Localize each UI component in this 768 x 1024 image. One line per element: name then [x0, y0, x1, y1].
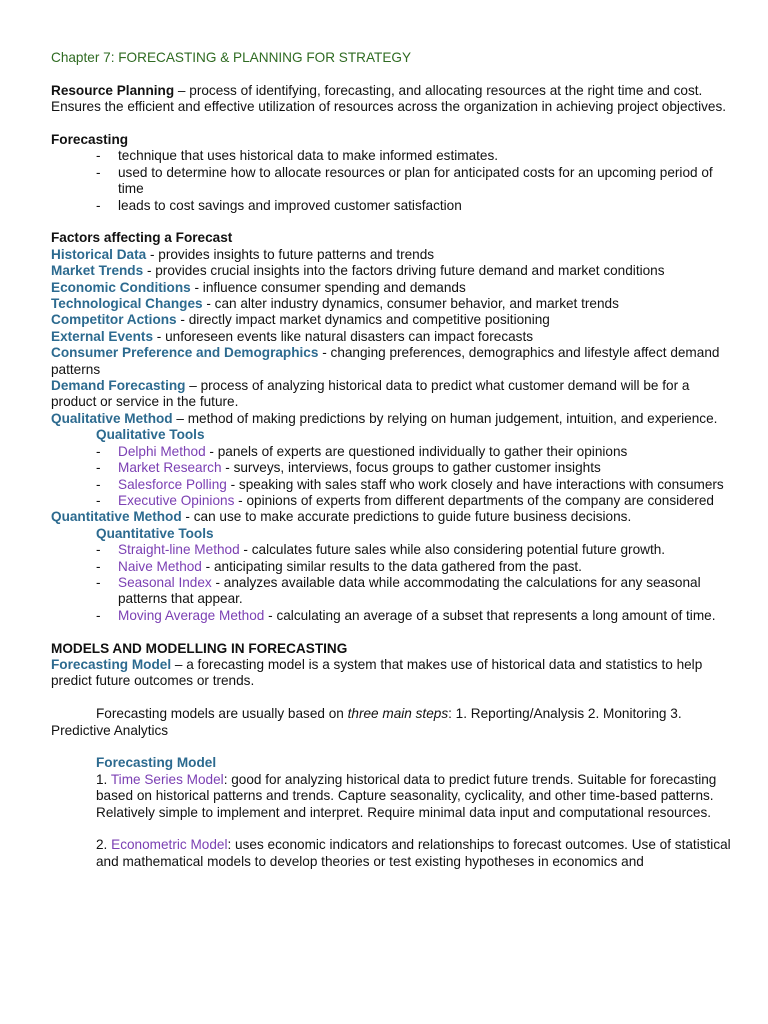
- qualitative-tools-list: [51, 444, 731, 510]
- models-heading: MODELS AND MODELLING IN FORECASTING: [51, 640, 348, 656]
- tool-text: - analyzes available data while accommodating the calculations for any seasonal patterns that appear.: [118, 574, 701, 607]
- model-term: Econometric Model: [111, 837, 228, 853]
- forecasting-list: [51, 148, 731, 214]
- factors-heading: Factors affecting a Forecast: [51, 230, 233, 246]
- factor-term: Technological Changes: [51, 296, 203, 312]
- model-1-paragraph: [51, 772, 731, 821]
- forecasting-model-subheading: Forecasting Model: [96, 755, 217, 771]
- model-2-paragraph: [51, 837, 731, 870]
- forecasting-model-text: – a forecasting model is a system that makes use of historical data and statistics to help predict future outcomes or trends.: [51, 656, 703, 689]
- resource-planning-term: Resource Planning: [51, 82, 175, 98]
- quantitative-method-term: Quantitative Method: [51, 509, 182, 525]
- forecasting-model-term: Forecasting Model: [51, 656, 172, 672]
- steps-text: Forecasting models are usually based on: [96, 706, 348, 722]
- tool-text: - speaking with sales staff who work closely and have interactions with consumers: [226, 476, 724, 492]
- factor-term: Demand Forecasting: [51, 378, 186, 394]
- steps-list-text: : 1. Reporting/Analysis 2. Monitoring 3. Predictive Analytics: [51, 706, 682, 738]
- model-number: 1.: [96, 771, 111, 787]
- tool-text: - surveys, interviews, focus groups to gather customer insights: [221, 460, 601, 476]
- factor-text: – process of analyzing historical data to predict what customer demand will be for a product or service in the future.: [51, 378, 690, 410]
- factor-term: Competitor Actions: [51, 312, 177, 328]
- tool-term: Straight-line Method: [118, 542, 240, 558]
- factor-text: - changing preferences, demographics and lifestyle affect demand patterns: [51, 345, 720, 377]
- list-item: [51, 444, 731, 460]
- factor-item: [51, 411, 731, 427]
- steps-emphasis: three main steps: [347, 706, 449, 722]
- factor-term: Economic Conditions: [51, 279, 191, 295]
- tool-text: - panels of experts are questioned individually to gather their opinions: [205, 443, 628, 459]
- tool-text: - anticipating similar results to the data gathered from the past.: [201, 558, 582, 574]
- document-page: [51, 50, 731, 870]
- list-item: - technique that uses historical data to make informed estimates.: [51, 148, 731, 164]
- factor-term: Historical Data: [51, 246, 147, 262]
- factor-item: [51, 329, 731, 345]
- tool-term: Moving Average Method: [118, 607, 265, 623]
- factor-text: - unforeseen events like natural disasters can impact forecasts: [153, 328, 534, 344]
- list-item: - used to determine how to allocate resources or plan for anticipated costs for an upcoming period of time: [51, 165, 731, 198]
- model-term: Time Series Model: [110, 771, 224, 787]
- list-item: [51, 477, 731, 493]
- resource-planning-text: – process of identifying, forecasting, and allocating resources at the right time and cost. Ensures the efficient and effective utilization of resources across the organization in achieving project objectives.: [51, 82, 727, 115]
- tool-term: Market Research: [118, 460, 222, 476]
- tool-term: Seasonal Index: [118, 574, 212, 590]
- factor-item: [51, 296, 731, 312]
- factor-term: Market Trends: [51, 263, 144, 279]
- factor-text: - directly impact market dynamics and competitive positioning: [176, 312, 550, 328]
- factor-term: Qualitative Method: [51, 410, 173, 426]
- tool-term: Naive Method: [118, 558, 202, 574]
- list-item: [51, 608, 731, 624]
- factor-term: External Events: [51, 328, 153, 344]
- resource-planning-paragraph: [51, 83, 731, 116]
- tool-text: - calculates future sales while also considering potential future growth.: [239, 542, 666, 558]
- list-item: [51, 542, 731, 558]
- factor-item: [51, 378, 731, 411]
- list-item: [51, 493, 731, 509]
- list-item: [51, 575, 731, 608]
- qualitative-tools-heading: Qualitative Tools: [96, 427, 205, 443]
- factor-text: - provides insights to future patterns and trends: [146, 246, 435, 262]
- factor-item: [51, 312, 731, 328]
- quantitative-method-paragraph: [51, 509, 731, 525]
- factor-text: - can alter industry dynamics, consumer behavior, and market trends: [202, 296, 619, 312]
- factor-item: [51, 345, 731, 378]
- factor-text: - influence consumer spending and demands: [190, 279, 466, 295]
- three-steps-paragraph: [51, 706, 731, 739]
- factor-item: [51, 263, 731, 279]
- factor-text: - provides crucial insights into the factors driving future demand and market conditions: [143, 263, 665, 279]
- factor-item: [51, 247, 731, 263]
- forecasting-model-paragraph: [51, 657, 731, 690]
- tool-text: - calculating an average of a subset that represents a long amount of time.: [264, 607, 716, 623]
- tool-text: - opinions of experts from different departments of the company are considered: [234, 492, 714, 508]
- tool-term: Delphi Method: [118, 443, 206, 459]
- chapter-title: Chapter 7: FORECASTING & PLANNING FOR STRATEGY: [51, 50, 412, 65]
- list-item: - leads to cost savings and improved customer satisfaction: [51, 198, 731, 214]
- list-item: [51, 460, 731, 476]
- quantitative-tools-list: [51, 542, 731, 624]
- quantitative-tools-heading: Quantitative Tools: [96, 525, 214, 541]
- model-number: 2.: [96, 837, 112, 853]
- tool-term: Executive Opinions: [118, 492, 235, 508]
- model-text: : uses economic indicators and relationships to forecast outcomes. Use of statistical and mathematical models to develop theories or test existing hypotheses in economics and: [96, 837, 731, 869]
- forecasting-heading: Forecasting: [51, 132, 129, 147]
- list-item: [51, 559, 731, 575]
- factor-text: – method of making predictions by relying on human judgement, intuition, and experience.: [172, 410, 718, 426]
- factor-term: Consumer Preference and Demographics: [51, 345, 319, 361]
- factor-item: [51, 280, 731, 296]
- quantitative-method-text: - can use to make accurate predictions to guide future business decisions.: [181, 509, 632, 525]
- model-text: : good for analyzing historical data to predict future trends. Suitable for forecasting based on historical patterns and trends. Capture seasonality, cyclicality, and other time-based patterns. Relatively simple to implement and interpret. Require minimal data input and computational resources.: [96, 771, 717, 820]
- tool-term: Salesforce Polling: [118, 476, 227, 492]
